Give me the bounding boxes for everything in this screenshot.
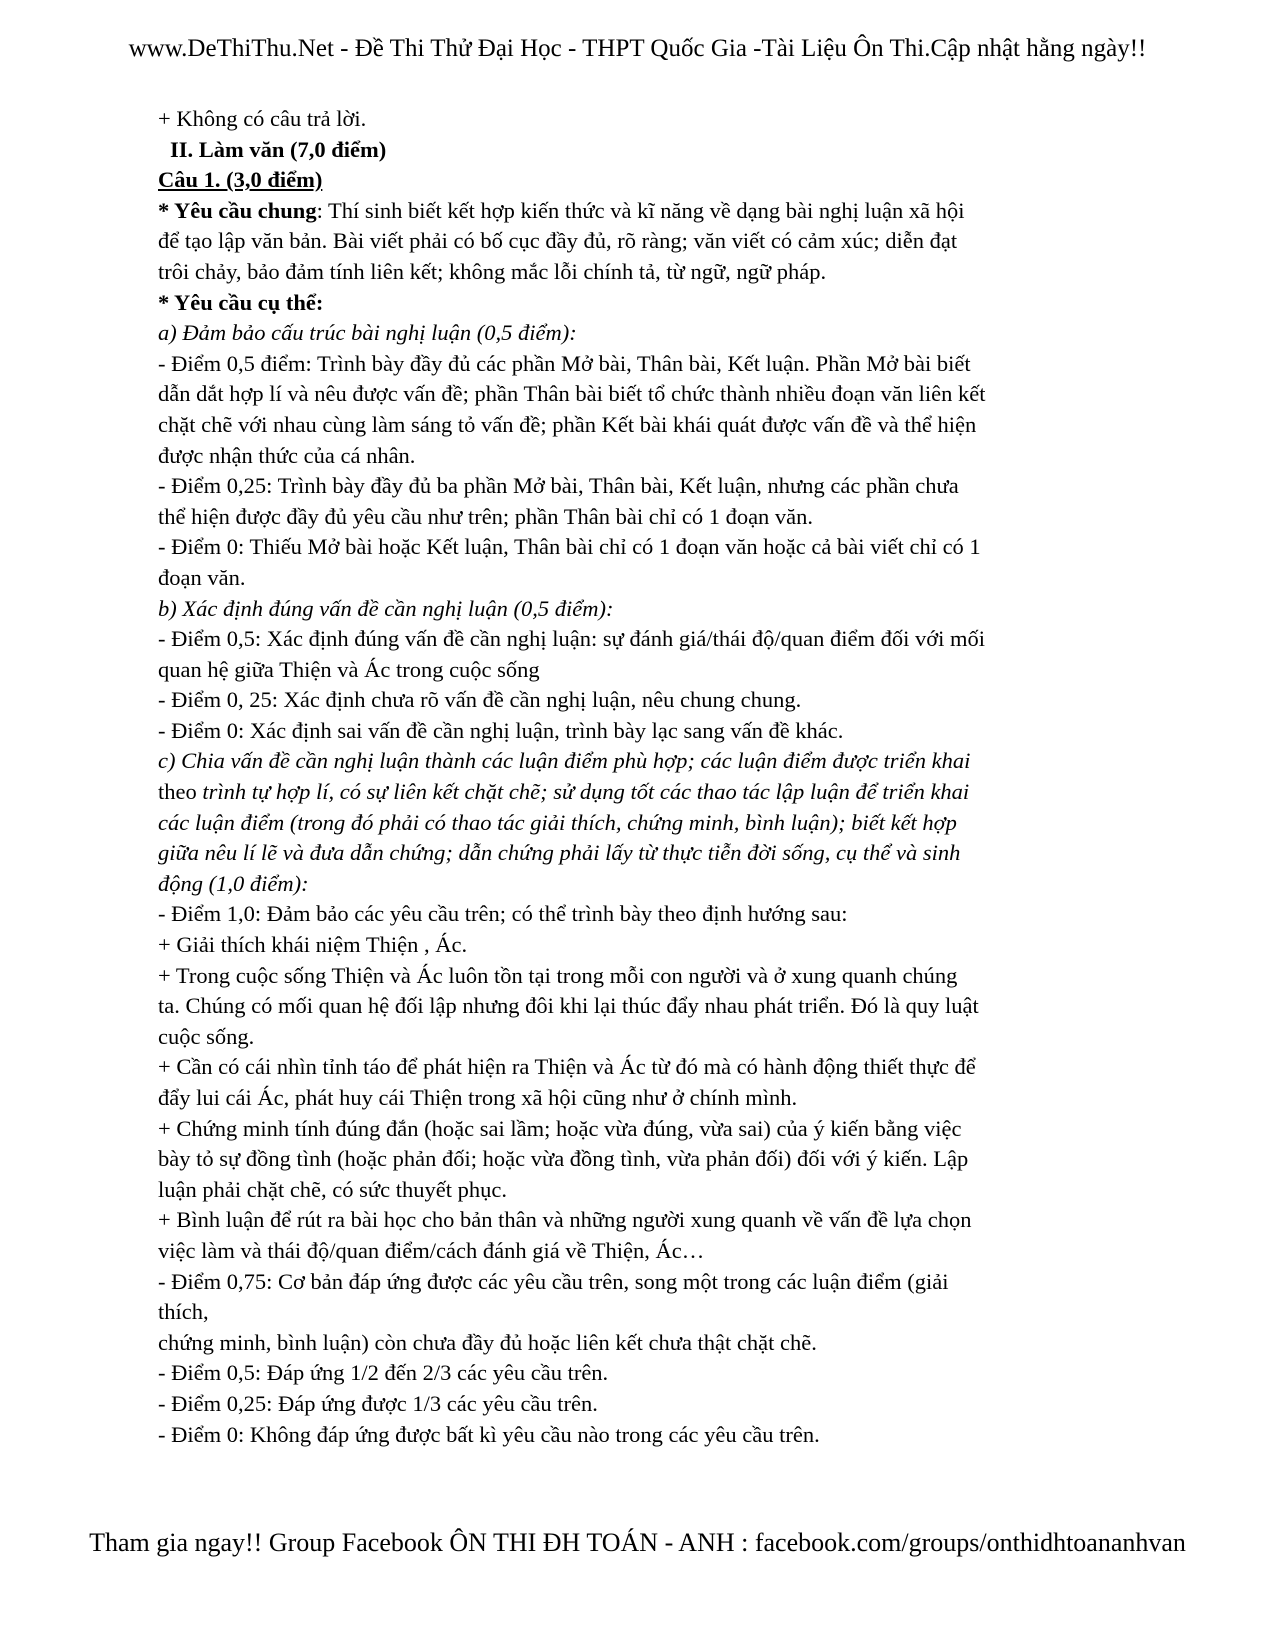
text-line: đẩy lui cái Ác, phát huy cái Thiện trong xã hội cũng như ở chính mình.: [158, 1085, 798, 1110]
general-requirement-label: * Yêu cầu chung: [158, 197, 317, 223]
text-line: + Không có câu trả lời.: [158, 106, 367, 131]
criterion-b-heading: b) Xác định đúng vấn đề cần nghị luận (0,5 điểm):: [158, 595, 614, 621]
text-line: - Điểm 0,25: Đáp ứng được 1/3 các yêu cầu trên.: [158, 1390, 598, 1416]
text-line: ta. Chúng có mối quan hệ đối lập nhưng đôi khi lại thúc đẩy nhau phát triển. Đó là quy luật: [158, 993, 979, 1019]
text-line: + Giải thích khái niệm Thiện , Ác.: [158, 932, 468, 958]
text-line: - Điểm 0,5: Xác định đúng vấn đề cần nghị luận: sự đánh giá/thái độ/quan điểm đối với mối: [158, 626, 986, 652]
page-header: www.DeThiThu.Net - Đề Thi Thử Đại Học - THPT Quốc Gia -Tài Liệu Ôn Thi.Cập nhật hằng ngày!!: [128, 35, 1147, 62]
text-line: động (1,0 điểm):: [158, 870, 309, 896]
criterion-c-heading: c) Chia vấn đề cần nghị luận thành các luận điểm phù hợp; các luận điểm được triển khai: [158, 748, 971, 774]
text-line: thích,: [158, 1299, 209, 1325]
text-span: theo: [158, 779, 203, 805]
text-line: + Cần có cái nhìn tỉnh táo để phát hiện ra Thiện và Ác từ đó mà có hành động thiết thực để: [158, 1054, 976, 1080]
text-span: trình tự hợp lí, có sự liên kết chặt chẽ; sử dụng tốt các thao tác lập luận để triển khai: [202, 779, 970, 805]
text-line: giữa nêu lí lẽ và đưa dẫn chứng; dẫn chứng phải lấy từ thực tiễn đời sống, cụ thể và sinh: [158, 840, 961, 866]
specific-requirement-label: * Yêu cầu cụ thể:: [158, 289, 324, 315]
text-line: dẫn dắt hợp lí và nêu được vấn đề; phần Thân bài biết tổ chức thành nhiều đoạn văn liên kết: [158, 381, 986, 407]
text-line: - Điểm 0,25: Trình bày đầy đủ ba phần Mở bài, Thân bài, Kết luận, nhưng các phần chưa: [158, 473, 959, 499]
text-line: + Bình luận để rút ra bài học cho bản thân và những người xung quanh về vấn đề lựa chọn: [158, 1207, 972, 1233]
text-line: việc làm và thái độ/quan điểm/cách đánh giá về Thiện, Ác…: [158, 1237, 705, 1263]
question-title: Câu 1. (3,0 điểm): [158, 167, 323, 193]
text-line: + Trong cuộc sống Thiện và Ác luôn tồn tại trong mỗi con người và ở xung quanh chúng: [158, 962, 958, 988]
text-line: - Điểm 0: Thiếu Mở bài hoặc Kết luận, Thân bài chỉ có 1 đoạn văn hoặc cả bài viết chỉ có 1: [158, 534, 981, 560]
text-line: bày tỏ sự đồng tình (hoặc phản đối; hoặc vừa đồng tình, vừa phản đối) đối với ý kiến. Lập: [158, 1146, 969, 1172]
page-footer: Tham gia ngay!! Group Facebook ÔN THI ĐH TOÁN - ANH : facebook.com/groups/onthidhtoananhvan: [89, 1528, 1186, 1557]
text-line: quan hệ giữa Thiện và Ác trong cuộc sống: [158, 656, 540, 682]
text-line: [158, 777, 1168, 808]
text-line: luận phải chặt chẽ, có sức thuyết phục.: [158, 1176, 507, 1202]
text-line: - Điểm 0,5: Đáp ứng 1/2 đến 2/3 các yêu cầu trên.: [158, 1360, 609, 1386]
text-line: chứng minh, bình luận) còn chưa đầy đủ hoặc liên kết chưa thật chặt chẽ.: [158, 1329, 817, 1355]
criterion-a-heading: a) Đảm bảo cấu trúc bài nghị luận (0,5 điểm):: [158, 320, 577, 346]
text-line: được nhận thức của cá nhân.: [158, 442, 416, 468]
text-span: : Thí sinh biết kết hợp kiến thức và kĩ năng về dạng bài nghị luận xã hội: [316, 197, 965, 223]
text-line: [158, 196, 1168, 227]
document-body: [158, 104, 1168, 1450]
text-line: - Điểm 0,75: Cơ bản đáp ứng được các yêu cầu trên, song một trong các luận điểm (giải: [158, 1268, 949, 1294]
question-heading: [158, 165, 1168, 196]
text-line: để tạo lập văn bản. Bài viết phải có bố cục đầy đủ, rõ ràng; văn viết có cảm xúc; diễn đạt: [158, 228, 958, 254]
text-line: trôi chảy, bảo đảm tính liên kết; không mắc lỗi chính tả, từ ngữ, ngữ pháp.: [158, 258, 827, 284]
text-line: thể hiện được đầy đủ yêu cầu như trên; phần Thân bài chỉ có 1 đoạn văn.: [158, 503, 814, 529]
section-title: II. Làm văn (7,0 điểm): [170, 136, 387, 162]
text-line: - Điểm 0,5 điểm: Trình bày đầy đủ các phần Mở bài, Thân bài, Kết luận. Phần Mở bài biết: [158, 350, 971, 376]
text-line: - Điểm 0, 25: Xác định chưa rõ vấn đề cần nghị luận, nêu chung chung.: [158, 687, 802, 713]
text-line: các luận điểm (trong đó phải có thao tác giải thích, chứng minh, bình luận); biết kết hợp: [158, 809, 957, 835]
text-line: chặt chẽ với nhau cùng làm sáng tỏ vấn đề; phần Kết bài khái quát được vấn đề và thể hiện: [158, 411, 977, 437]
text-line: + Chứng minh tính đúng đắn (hoặc sai lầm; hoặc vừa đúng, vừa sai) của ý kiến bằng việc: [158, 1115, 962, 1141]
text-line: đoạn văn.: [158, 564, 246, 590]
text-line: - Điểm 0: Không đáp ứng được bất kì yêu cầu nào trong các yêu cầu trên.: [158, 1421, 820, 1447]
text-line: cuộc sống.: [158, 1023, 255, 1049]
text-line: - Điểm 0: Xác định sai vấn đề cần nghị luận, trình bày lạc sang vấn đề khác.: [158, 717, 844, 743]
text-line: - Điểm 1,0: Đảm bảo các yêu cầu trên; có thể trình bày theo định hướng sau:: [158, 901, 848, 927]
